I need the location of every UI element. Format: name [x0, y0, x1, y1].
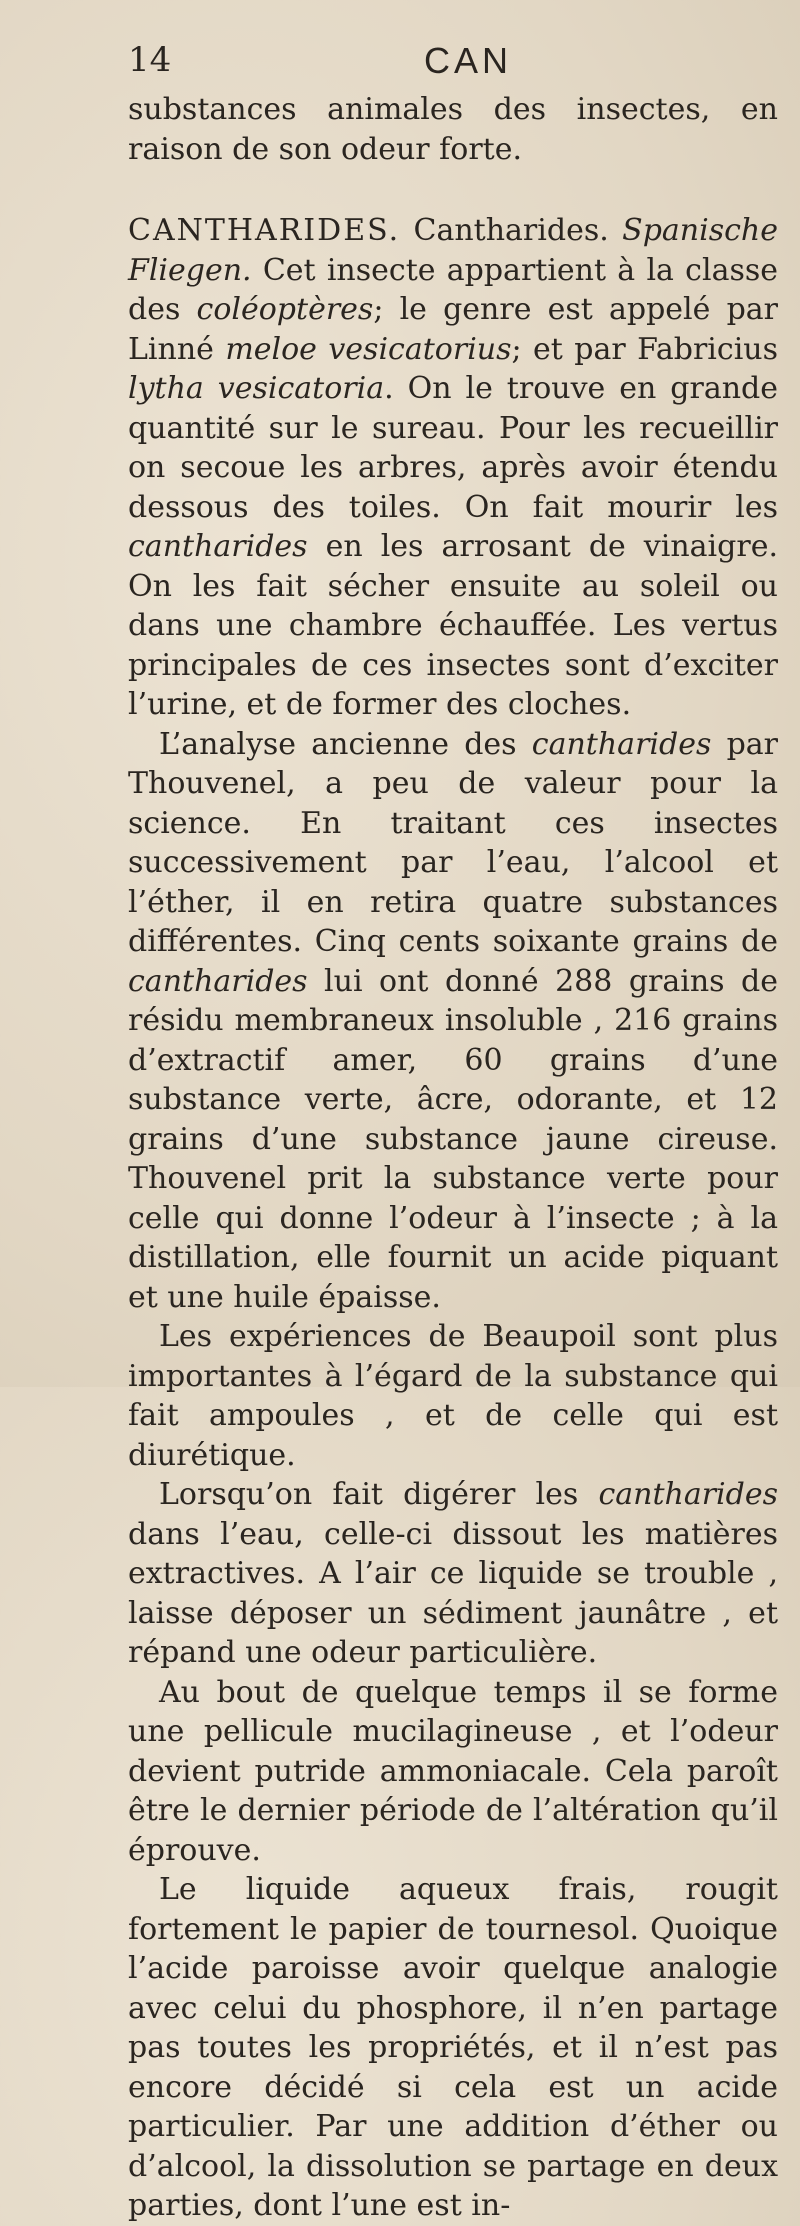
term-lytha: lytha vesicatoria [128, 371, 385, 406]
headword: CANTHARIDES. [128, 213, 401, 248]
term-cantharides: cantharides [128, 529, 308, 564]
text-run: en les arrosant de vinaigre. On les fait sécher ensuite au soleil ou dans une chambre échauffée. Les vertus principales de ces insectes sont d’exciter l’urine, et de former des cloches. [128, 529, 778, 722]
text-run: ; et par Fabricius [511, 331, 778, 367]
text-run: Cet insecte appartient à la classe des [128, 252, 778, 327]
running-head: CAN [424, 40, 513, 81]
text-run: Cantharides. [400, 213, 623, 248]
term-cantharides: cantharides [128, 963, 308, 999]
term-cantharides: cantharides [598, 1477, 778, 1512]
paragraph-pellicule: Au bout de quelque temps il se forme une pellicule mucilagineuse , et l’odeur devient putride ammoniacale. Cela paroît être le dernier période de l’altération qu’il éprouve. [128, 1674, 778, 1868]
body-text [128, 90, 778, 2226]
text-run: dans l’eau, celle-ci dissout les matières extractives. A l’air ce liquide se trouble , laisse déposer un sédiment jaunâtre , et répand une odeur particulière. [128, 1516, 778, 1670]
german-term: Spanische Fliegen. [128, 213, 778, 288]
text-run: Lorsqu’on fait digérer les [159, 1477, 599, 1512]
paragraph-digestion [128, 1475, 778, 1673]
entry-cantharides [128, 211, 778, 725]
text-run: L’analyse ancienne des [159, 726, 532, 762]
paragraph-analysis [128, 725, 778, 1318]
term-meloe: meloe vesicatorius [225, 331, 512, 367]
paragraph-liquide: Le liquide aqueux frais, rougit fortement le papier de tournesol. Quoique l’acide paroisse avoir quelque analogie avec celui du phosphore, il n’en partage pas toutes les propriétés, et il n’est pas encore décidé si cela est un acide particulier. Par une addition d’éther ou d’alcool, la dissolution se partage en deux parties, dont l’une est in- [128, 1872, 778, 2223]
paragraph-continuation: substances animales des insectes, en raison de son odeur forte. [128, 92, 778, 167]
text-run: ; le genre est appelé par Linné [128, 292, 779, 367]
text-run: par Thouvenel, a peu de valeur pour la science. En traitant ces insectes successivement par l’eau, l’alcool et l’éther, il en retira quatre substances différentes. Cinq cents soixante grains de [128, 726, 778, 959]
text-run: . On le trouve en grande quantité sur le sureau. Pour les recueillir on secoue les arbres, après avoir étendu dessous des toiles. On fait mourir les [128, 371, 778, 525]
text-run: lui ont donné 288 grains de résidu membraneux insoluble , 216 grains d’extractif amer, 60 grains d’une substance verte, âcre, odorante, et 12 grains d’une substance jaune cireuse. Thouvenel prit la substance verte pour celle qui donne l’odeur à l’insecte ; à la distillation, elle fournit un acide piquant et une huile épaisse. [128, 963, 778, 1315]
page-header [128, 40, 768, 90]
page-number: 14 [128, 40, 172, 80]
paragraph-beaupoil: Les expériences de Beaupoil sont plus importantes à l’égard de la substance qui fait ampoules , et de celle qui est diurétique. [128, 1319, 778, 1473]
term-coleopteres: coléoptères [196, 292, 374, 327]
term-cantharides: cantharides [531, 726, 712, 762]
